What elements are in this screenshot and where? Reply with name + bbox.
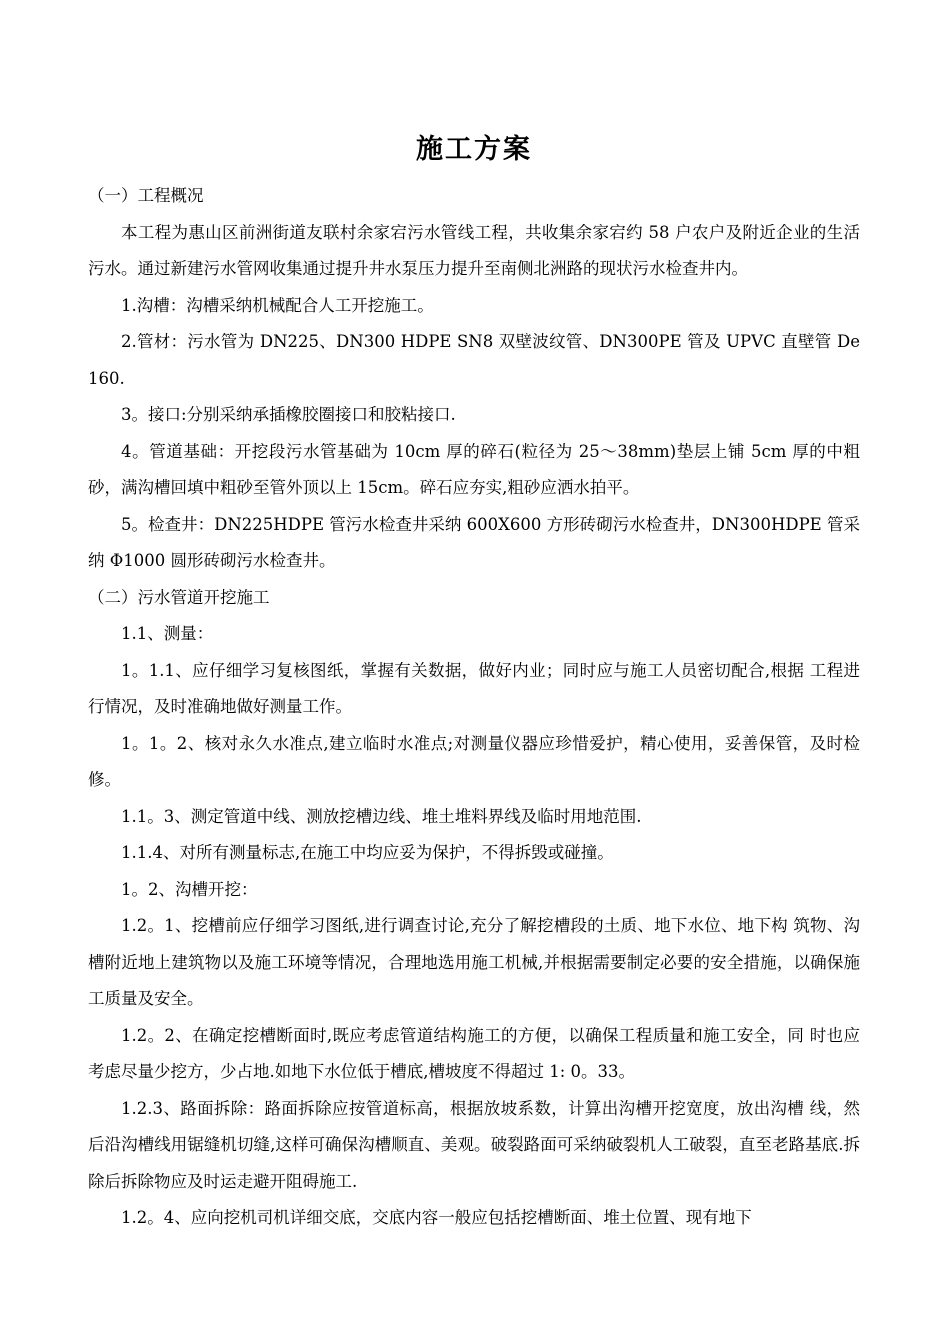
paragraph-trench: 1.沟槽：沟槽采纳机械配合人工开挖施工。 (121, 295, 434, 315)
paragraph-trench-excavation-heading: 1。2、沟槽开挖： (121, 879, 258, 899)
section-heading-excavation: （二）污水管道开挖施工 (88, 587, 270, 607)
paragraph-excavation-1-2-1: 1.2。1、挖槽前应仔细学习图纸,进行调查讨论,充分了解挖槽段的土质、地下水位、地下构 筑物、沟槽附近地上建筑物以及施工环境等情况，合理地选用施工机械,并根据需要制定必要的安全措施，以确保施工质量及安全。 (88, 916, 860, 1008)
paragraph-survey-1-1-4: 1.1.4、对所有测量标志,在施工中均应妥为保护，不得拆毁或碰撞。 (121, 843, 614, 862)
paragraph-survey-1-1-2: 1。1。2、核对永久水准点,建立临时水准点;对测量仪器应珍惜爱护，精心使用，妥善保管，及时检修。 (88, 733, 860, 789)
paragraph-excavation-1-2-2: 1.2。2、在确定挖槽断面时,既应考虑管道结构施工的方便，以确保工程质量和施工安全，同 时也应考虑尽量少挖方，少占地.如地下水位低于槽底,槽坡度不得超过 1: 0。33。 (88, 1025, 860, 1081)
paragraph-excavation-1-2-3: 1.2.3、路面拆除：路面拆除应按管道标高，根据放坡系数，计算出沟槽开挖宽度，放出沟槽 线，然后沿沟槽线用锯缝机切缝,这样可确保沟槽顺直、美观。破裂路面可采纳破裂机人工破裂，直至老路基底.拆除后拆除物应及时运走避开阻碍施工. (88, 1098, 860, 1191)
paragraph-survey-heading: 1.1、测量： (121, 624, 214, 643)
paragraph-joint: 3。接口:分别采纳承插橡胶圈接口和胶粘接口. (121, 405, 456, 424)
section-heading-overview: （一）工程概况 (88, 186, 204, 205)
paragraph-survey-1-1-1: 1。1.1、应仔细学习复核图纸，掌握有关数据，做好内业；同时应与施工人员密切配合,根据 工程进行情况，及时准确地做好测量工作。 (88, 660, 860, 716)
paragraph-pipe-material: 2.管材：污水管为 DN225、DN300 HDPE SN8 双壁波纹管、DN300PE 管及 UPVC 直壁管 De160. (88, 332, 860, 388)
paragraph-excavation-1-2-4: 1.2。4、应向挖机司机详细交底，交底内容一般应包括挖槽断面、堆土位置、现有地下 (121, 1208, 752, 1227)
paragraph-pipe-foundation: 4。管道基础：开挖段污水管基础为 10cm 厚的碎石(粒径为 25～38mm)垫层上铺 5cm 厚的中粗砂，满沟槽回填中粗砂至管外顶以上 15cm。碎石应夯实,粗砂应洒水拍平。 (88, 441, 860, 497)
paragraph-project-overview: 本工程为惠山区前洲街道友联村余家宕污水管线工程，共收集余家宕约 58 户农户及附近企业的生活污水。通过新建污水管网收集通过提升井水泵压力提升至南侧北洲路的现状污水检查井内。 (88, 222, 860, 278)
paragraph-inspection-well: 5。检查井：DN225HDPE 管污水检查井采纳 600X600 方形砖砌污水检查井，DN300HDPE 管采纳 Φ1000 圆形砖砌污水检查井。 (88, 514, 860, 570)
document-page (88, 128, 860, 1237)
paragraph-survey-1-1-3: 1.1。3、测定管道中线、测放挖槽边线、堆土堆料界线及临时用地范围. (121, 806, 642, 826)
document-title: 施工方案 (416, 134, 532, 165)
